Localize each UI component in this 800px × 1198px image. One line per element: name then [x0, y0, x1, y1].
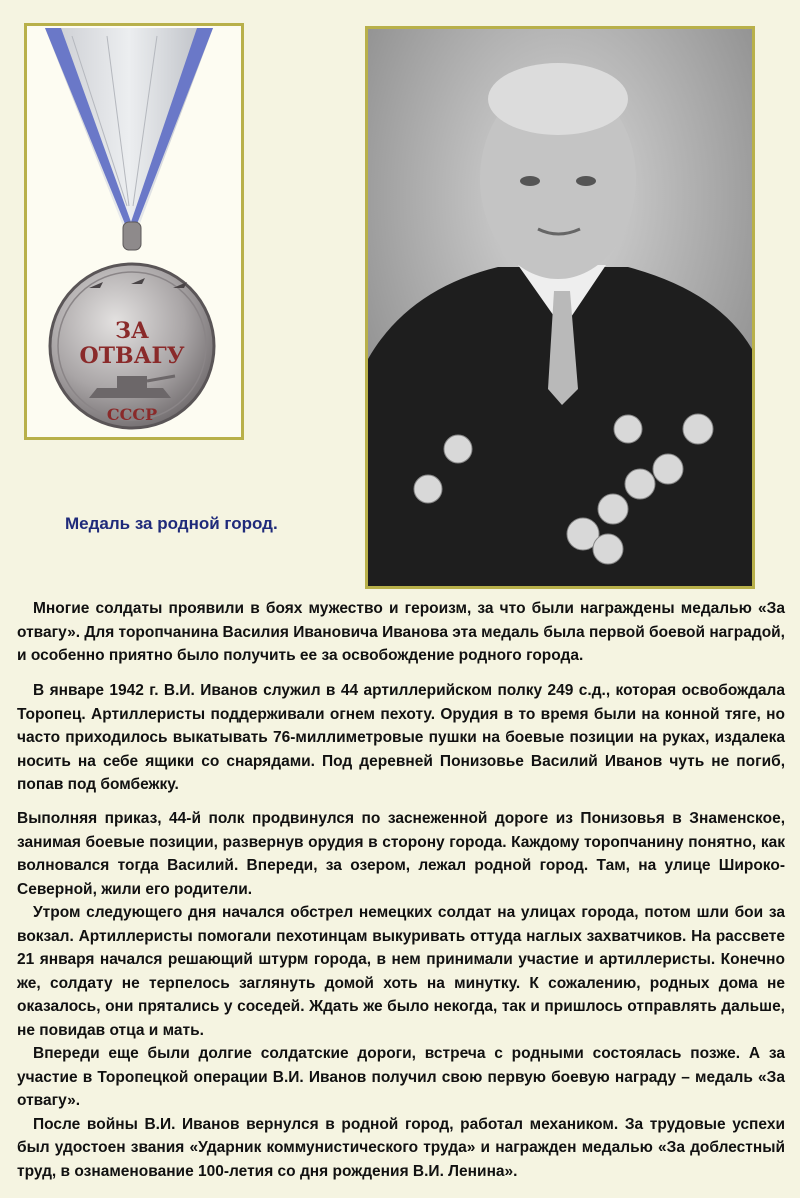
- article-text-block-2: [17, 679, 785, 797]
- article-text-block-3: [17, 807, 785, 1183]
- paragraph-4: Утром следующего дня начался обстрел немецких солдат на улицах города, потом шли бои за вокзал. Артиллеристы помогали пехотинцам выкуривать оттуда наглых захватчиков. На рассвете 21 января начался решающий штурм города, в нем принимали участие и артиллеристы. Конечно же, солдату не терпелось заглянуть домой хоть на минутку. К сожалению, родных дома не оказалось, они прятались у соседей. Ждать же было некогда, так и пришлось отправлять дальше, не повидав отца и мать.: [17, 904, 785, 1039]
- svg-text:ОТВАГУ: ОТВАГУ: [79, 343, 185, 369]
- medal-disc: [50, 264, 214, 428]
- medal-caption: Медаль за родной город.: [65, 514, 278, 533]
- paragraph-3: Выполняя приказ, 44-й полк продвинулся по заснеженной дороге из Понизовья в Знаменское, занимая боевые позиции, развернув орудия в сторону города. Каждому торопчанину понятно, как волновался тогда Василий. Впереди, за озером, лежал родной город. Там, на улице Широко-Северной, жили его родители.: [17, 810, 785, 898]
- medal-illustration: [27, 26, 241, 437]
- paragraph-6: После войны В.И. Иванов вернулся в родной город, работал механиком. За трудовые успехи был удостоен звания «Ударник коммунистического труда» и награжден медалью «За доблестный труд, в ознаменование 100-летия со дня рождения В.И. Ленина».: [17, 1115, 785, 1180]
- portrait-photo-frame: [365, 26, 755, 589]
- svg-text:СССР: СССР: [106, 405, 158, 424]
- svg-text:ЗА: ЗА: [115, 318, 149, 344]
- paragraph-5: Впереди еще были долгие солдатские дороги, встреча с родными состоялась позже. А за участие в Торопецкой операции В.И. Иванов получил свою первую боевую награду – медаль «За отвагу».: [17, 1045, 785, 1109]
- paragraph-2: В январе 1942 г. В.И. Иванов служил в 44 артиллерийском полку 249 с.д., которая освобождала Торопец. Артиллеристы поддерживали огнем пехоту. Орудия в то время были на конной тяге, но часто приходилось выкатывать 76-миллиметровые пушки на боевые позиции на руках, издалека носить на себе ящики со снарядами. Под деревней Понизовье Василий Иванов чуть не погиб, попав под бомбежку.: [17, 682, 785, 793]
- portrait-photo: [368, 29, 752, 586]
- paragraph-1: Многие солдаты проявили в боях мужество и героизм, за что были награждены медалью «За отвагу». Для торопчанина Василия Ивановича Иванова эта медаль была первой боевой наградой, и особенно приятно было получить ее за освобождение родного города.: [17, 600, 785, 664]
- article-text-block-1: [17, 597, 785, 668]
- medal-image-frame: [24, 23, 244, 440]
